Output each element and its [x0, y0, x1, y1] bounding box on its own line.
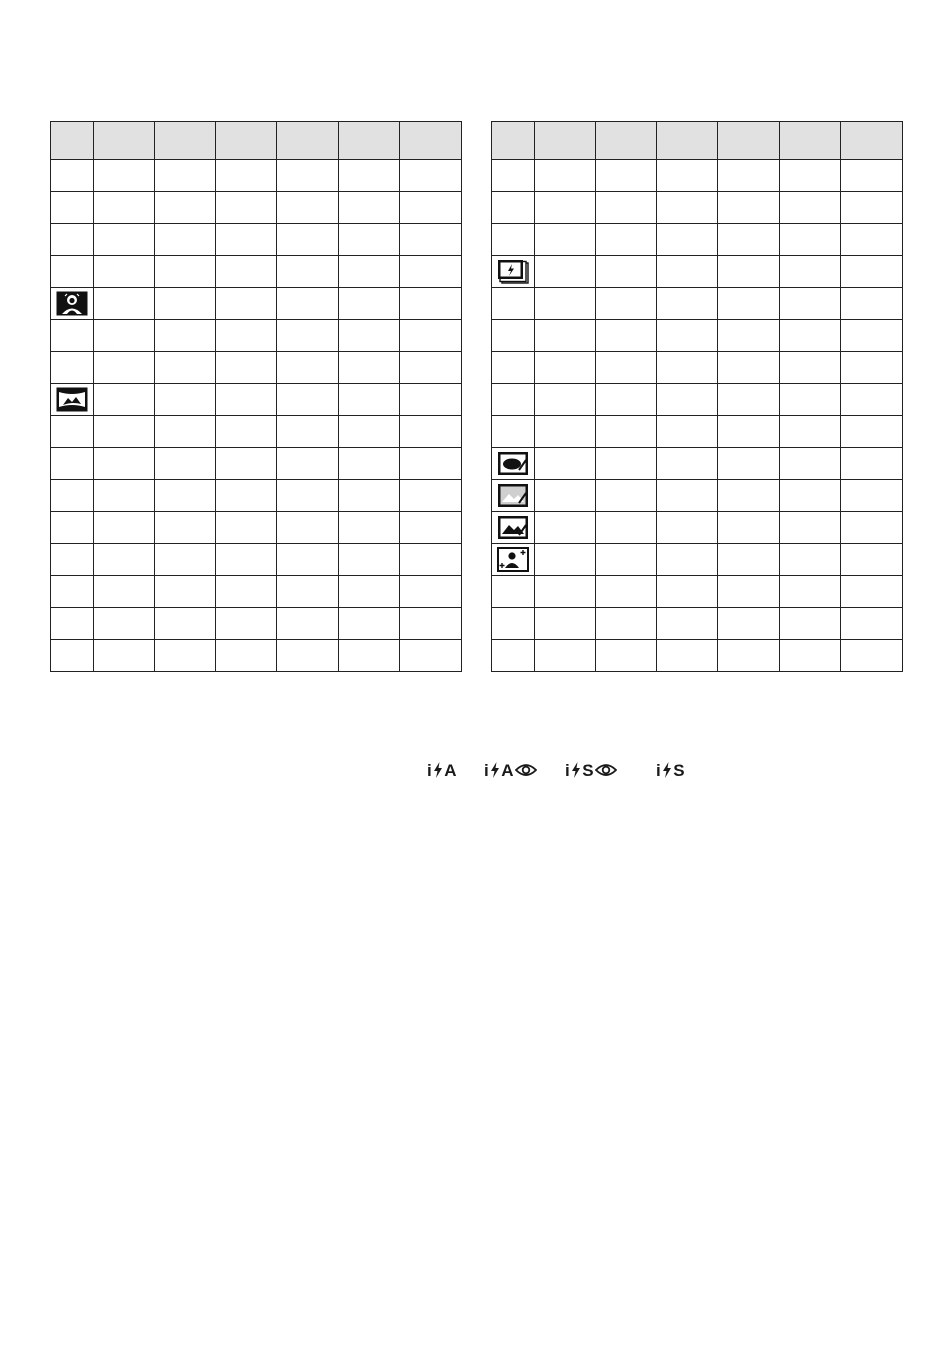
flash-setting-cell: [400, 576, 462, 608]
flash-setting-cell: [216, 480, 277, 512]
flash-setting-cell: [718, 480, 780, 512]
flash-setting-cell: [277, 320, 339, 352]
right-table-row: [492, 480, 903, 512]
flash-setting-cell: [339, 576, 400, 608]
right-table-row: [492, 160, 903, 192]
flash-settings-table-right: [491, 121, 903, 672]
flash-setting-cell: [657, 352, 718, 384]
flash-setting-cell: [596, 384, 657, 416]
flash-setting-cell: [400, 160, 462, 192]
flash-setting-cell: [596, 448, 657, 480]
flash-setting-cell: [155, 192, 216, 224]
flash-setting-cell: [94, 352, 155, 384]
right-table-row: [492, 640, 903, 672]
flash-setting-cell: [596, 224, 657, 256]
left-table-row: [51, 384, 462, 416]
scene-mode-cell: [51, 384, 94, 416]
right-table-row: [492, 608, 903, 640]
scene-mode-cell: [51, 480, 94, 512]
flash-mode-legend: [0, 760, 950, 784]
flash-setting-cell: [94, 256, 155, 288]
scene-mode-cell: [492, 288, 535, 320]
flash-setting-cell: [535, 448, 596, 480]
flash-bolt-icon: [433, 762, 443, 778]
flash-setting-cell: [94, 416, 155, 448]
flash-setting-cell: [718, 608, 780, 640]
flash-setting-cell: [841, 608, 903, 640]
flash-burst-icon: [497, 259, 529, 284]
flash-setting-cell: [780, 160, 841, 192]
flash-setting-cell: [780, 224, 841, 256]
flash-setting-cell: [339, 352, 400, 384]
flash-slow-label: i S: [656, 761, 686, 780]
flash-setting-cell: [339, 320, 400, 352]
flash-setting-cell: [216, 640, 277, 672]
right-table-row: [492, 192, 903, 224]
header-cell: [657, 122, 718, 160]
flash-slow-redeye-label: i S: [565, 760, 617, 782]
flash-setting-cell: [277, 544, 339, 576]
flash-setting-cell: [535, 608, 596, 640]
flash-setting-cell: [277, 512, 339, 544]
flash-setting-cell: [155, 352, 216, 384]
flash-setting-cell: [596, 192, 657, 224]
flash-setting-cell: [841, 192, 903, 224]
flash-setting-cell: [780, 256, 841, 288]
flash-setting-cell: [718, 256, 780, 288]
scene-mode-cell: [492, 192, 535, 224]
flash-setting-cell: [780, 448, 841, 480]
scene-mode-cell: [51, 288, 94, 320]
flash-setting-cell: [339, 448, 400, 480]
flash-setting-cell: [780, 576, 841, 608]
flash-setting-cell: [535, 224, 596, 256]
flash-setting-cell: [718, 320, 780, 352]
right-table-row: [492, 320, 903, 352]
right-table-row: [492, 544, 903, 576]
flash-setting-cell: [216, 416, 277, 448]
flash-setting-cell: [535, 416, 596, 448]
flash-setting-cell: [400, 192, 462, 224]
right-table-row: [492, 352, 903, 384]
flash-setting-cell: [535, 320, 596, 352]
left-table-row: [51, 544, 462, 576]
left-table-row: [51, 288, 462, 320]
flash-setting-cell: [216, 544, 277, 576]
flash-setting-cell: [400, 384, 462, 416]
right-table-row: [492, 416, 903, 448]
low-key-icon: [497, 483, 529, 508]
header-cell: [51, 122, 94, 160]
header-cell: [535, 122, 596, 160]
flash-setting-cell: [718, 352, 780, 384]
flash-setting-cell: [216, 608, 277, 640]
flash-setting-cell: [841, 448, 903, 480]
left-table-row: [51, 480, 462, 512]
flash-setting-cell: [155, 256, 216, 288]
flash-setting-cell: [155, 384, 216, 416]
scene-mode-cell: [51, 320, 94, 352]
flash-setting-cell: [94, 320, 155, 352]
flash-setting-cell: [400, 320, 462, 352]
flash-setting-cell: [780, 288, 841, 320]
flash-auto-redeye-label: i A: [484, 760, 537, 782]
flash-setting-cell: [339, 608, 400, 640]
header-cell: [841, 122, 903, 160]
flash-setting-cell: [216, 576, 277, 608]
flash-setting-cell: [841, 544, 903, 576]
flash-setting-cell: [400, 288, 462, 320]
flash-setting-cell: [400, 480, 462, 512]
scene-mode-cell: [51, 192, 94, 224]
flash-setting-cell: [216, 192, 277, 224]
flash-setting-cell: [718, 384, 780, 416]
flash-setting-cell: [94, 480, 155, 512]
flash-setting-cell: [841, 160, 903, 192]
flash-setting-cell: [780, 384, 841, 416]
flash-setting-cell: [841, 256, 903, 288]
right-table-row: [492, 288, 903, 320]
header-cell: [492, 122, 535, 160]
flash-setting-cell: [718, 224, 780, 256]
scene-mode-cell: [492, 608, 535, 640]
portrait-frame-icon: [497, 547, 529, 572]
flash-setting-cell: [155, 288, 216, 320]
left-table-row: [51, 352, 462, 384]
flash-setting-cell: [400, 544, 462, 576]
flash-setting-cell: [94, 608, 155, 640]
flash-setting-cell: [400, 352, 462, 384]
scene-mode-cell: [492, 544, 535, 576]
header-cell: [596, 122, 657, 160]
flash-setting-cell: [216, 256, 277, 288]
left-table-row: [51, 608, 462, 640]
left-table-row: [51, 448, 462, 480]
flash-setting-cell: [535, 352, 596, 384]
flash-setting-cell: [94, 192, 155, 224]
flash-setting-cell: [535, 192, 596, 224]
flash-setting-cell: [277, 224, 339, 256]
flash-setting-cell: [155, 480, 216, 512]
flash-setting-cell: [400, 224, 462, 256]
red-eye-icon: [515, 763, 537, 777]
flash-setting-cell: [400, 640, 462, 672]
flash-setting-cell: [216, 288, 277, 320]
flash-setting-cell: [155, 544, 216, 576]
scene-mode-cell: [492, 416, 535, 448]
flash-setting-cell: [780, 512, 841, 544]
flash-setting-cell: [596, 640, 657, 672]
header-cell: [339, 122, 400, 160]
scene-mode-cell: [492, 640, 535, 672]
flash-setting-cell: [216, 448, 277, 480]
header-cell: [780, 122, 841, 160]
flash-setting-cell: [94, 640, 155, 672]
flash-setting-cell: [339, 384, 400, 416]
flash-setting-cell: [780, 544, 841, 576]
flash-setting-cell: [596, 256, 657, 288]
high-key-icon: [497, 515, 529, 540]
flash-setting-cell: [339, 544, 400, 576]
flash-setting-cell: [277, 480, 339, 512]
flash-setting-cell: [657, 544, 718, 576]
flash-setting-cell: [780, 192, 841, 224]
flash-setting-cell: [94, 576, 155, 608]
header-cell: [216, 122, 277, 160]
flash-setting-cell: [780, 480, 841, 512]
header-cell: [277, 122, 339, 160]
flash-setting-cell: [657, 448, 718, 480]
flash-setting-cell: [718, 512, 780, 544]
scene-mode-cell: [492, 160, 535, 192]
left-table-row: [51, 256, 462, 288]
flash-setting-cell: [94, 384, 155, 416]
left-table-row: [51, 192, 462, 224]
flash-setting-cell: [841, 288, 903, 320]
flash-setting-cell: [155, 320, 216, 352]
flash-setting-cell: [535, 512, 596, 544]
flash-setting-cell: [535, 384, 596, 416]
flash-setting-cell: [400, 416, 462, 448]
flash-setting-cell: [657, 256, 718, 288]
flash-auto-label: i A: [427, 761, 458, 780]
scene-mode-cell: [51, 224, 94, 256]
flash-setting-cell: [216, 224, 277, 256]
flash-setting-cell: [155, 160, 216, 192]
flash-setting-cell: [841, 224, 903, 256]
scene-mode-cell: [492, 480, 535, 512]
flash-setting-cell: [277, 384, 339, 416]
flash-setting-cell: [718, 192, 780, 224]
flash-setting-cell: [535, 640, 596, 672]
scene-mode-cell: [492, 256, 535, 288]
flash-setting-cell: [277, 288, 339, 320]
flash-setting-cell: [216, 160, 277, 192]
left-table-row: [51, 320, 462, 352]
flash-setting-cell: [94, 224, 155, 256]
flash-setting-cell: [596, 160, 657, 192]
scene-mode-cell: [51, 160, 94, 192]
left-table-row: [51, 576, 462, 608]
flash-setting-cell: [657, 480, 718, 512]
scene-mode-cell: [492, 352, 535, 384]
flash-setting-cell: [155, 224, 216, 256]
flash-setting-cell: [657, 608, 718, 640]
scene-mode-cell: [492, 512, 535, 544]
flash-setting-cell: [596, 608, 657, 640]
flash-setting-cell: [780, 640, 841, 672]
flash-setting-cell: [841, 384, 903, 416]
flash-setting-cell: [657, 384, 718, 416]
header-cell: [400, 122, 462, 160]
flash-setting-cell: [339, 224, 400, 256]
scene-mode-cell: [492, 320, 535, 352]
flash-setting-cell: [155, 608, 216, 640]
flash-setting-cell: [841, 512, 903, 544]
flash-setting-cell: [216, 320, 277, 352]
flash-setting-cell: [657, 160, 718, 192]
flash-setting-cell: [841, 416, 903, 448]
flash-setting-cell: [657, 192, 718, 224]
soft-focus-icon: [497, 451, 529, 476]
flash-setting-cell: [400, 448, 462, 480]
flash-setting-cell: [718, 416, 780, 448]
scene-mode-cell: [51, 544, 94, 576]
flash-setting-cell: [780, 416, 841, 448]
flash-setting-cell: [216, 384, 277, 416]
flash-setting-cell: [596, 544, 657, 576]
flash-setting-cell: [277, 576, 339, 608]
flash-setting-cell: [400, 608, 462, 640]
left-table-row: [51, 160, 462, 192]
scene-mode-cell: [51, 576, 94, 608]
panorama-icon: [56, 387, 88, 412]
flash-bolt-icon: [571, 762, 581, 778]
flash-setting-cell: [535, 288, 596, 320]
flash-setting-cell: [94, 160, 155, 192]
left-table-row: [51, 416, 462, 448]
flash-setting-cell: [339, 416, 400, 448]
scene-mode-cell: [51, 512, 94, 544]
flash-setting-cell: [718, 544, 780, 576]
flash-setting-cell: [339, 640, 400, 672]
flash-setting-cell: [718, 576, 780, 608]
flash-setting-cell: [657, 640, 718, 672]
flash-setting-cell: [339, 160, 400, 192]
flash-setting-cell: [339, 192, 400, 224]
left-table-row: [51, 224, 462, 256]
flash-setting-cell: [657, 512, 718, 544]
flash-settings-table-left: [50, 121, 462, 672]
flash-setting-cell: [596, 512, 657, 544]
flash-setting-cell: [841, 640, 903, 672]
flash-setting-cell: [277, 160, 339, 192]
flash-setting-cell: [718, 640, 780, 672]
scene-mode-cell: [51, 608, 94, 640]
flash-setting-cell: [277, 448, 339, 480]
flash-setting-cell: [94, 512, 155, 544]
left-table-row: [51, 512, 462, 544]
flash-setting-cell: [841, 320, 903, 352]
flash-setting-cell: [596, 320, 657, 352]
flash-setting-cell: [277, 352, 339, 384]
flash-setting-cell: [596, 352, 657, 384]
flash-setting-cell: [535, 256, 596, 288]
flash-setting-cell: [657, 288, 718, 320]
flash-setting-cell: [657, 320, 718, 352]
scene-mode-cell: [51, 416, 94, 448]
flash-setting-cell: [339, 480, 400, 512]
right-table-row: [492, 576, 903, 608]
scene-mode-cell: [492, 576, 535, 608]
flash-setting-cell: [718, 288, 780, 320]
flash-setting-cell: [277, 416, 339, 448]
right-table-row: [492, 384, 903, 416]
flash-setting-cell: [94, 544, 155, 576]
flash-setting-cell: [277, 608, 339, 640]
flash-setting-cell: [339, 256, 400, 288]
night-portrait-icon: [56, 291, 88, 316]
header-cell: [94, 122, 155, 160]
flash-setting-cell: [535, 480, 596, 512]
flash-setting-cell: [596, 288, 657, 320]
flash-setting-cell: [780, 320, 841, 352]
flash-setting-cell: [657, 224, 718, 256]
header-cell: [718, 122, 780, 160]
right-table-row: [492, 448, 903, 480]
flash-setting-cell: [841, 352, 903, 384]
flash-setting-cell: [718, 448, 780, 480]
right-table-row: [492, 224, 903, 256]
flash-setting-cell: [596, 480, 657, 512]
flash-setting-cell: [657, 576, 718, 608]
right-table-row: [492, 512, 903, 544]
scene-mode-cell: [51, 256, 94, 288]
flash-setting-cell: [339, 288, 400, 320]
flash-setting-cell: [841, 480, 903, 512]
flash-bolt-icon: [490, 762, 500, 778]
flash-setting-cell: [277, 192, 339, 224]
header-cell: [155, 122, 216, 160]
red-eye-icon: [595, 763, 617, 777]
flash-setting-cell: [277, 256, 339, 288]
scene-mode-cell: [51, 640, 94, 672]
flash-setting-cell: [277, 640, 339, 672]
scene-mode-cell: [51, 352, 94, 384]
flash-setting-cell: [718, 160, 780, 192]
scene-mode-cell: [492, 384, 535, 416]
flash-setting-cell: [841, 576, 903, 608]
flash-setting-cell: [400, 256, 462, 288]
scene-mode-cell: [492, 224, 535, 256]
flash-setting-cell: [155, 640, 216, 672]
scene-mode-cell: [51, 448, 94, 480]
right-table-header-row: [492, 122, 903, 160]
flash-setting-cell: [596, 416, 657, 448]
flash-setting-cell: [339, 512, 400, 544]
flash-setting-cell: [535, 576, 596, 608]
flash-setting-cell: [780, 352, 841, 384]
flash-setting-cell: [216, 352, 277, 384]
flash-setting-cell: [155, 448, 216, 480]
flash-setting-cell: [535, 544, 596, 576]
flash-setting-cell: [400, 512, 462, 544]
flash-setting-cell: [155, 576, 216, 608]
flash-setting-cell: [94, 448, 155, 480]
flash-setting-cell: [657, 416, 718, 448]
flash-setting-cell: [155, 416, 216, 448]
left-table-row: [51, 640, 462, 672]
flash-setting-cell: [535, 160, 596, 192]
flash-bolt-icon: [662, 762, 672, 778]
flash-setting-cell: [216, 512, 277, 544]
left-table-header-row: [51, 122, 462, 160]
flash-setting-cell: [155, 512, 216, 544]
flash-setting-cell: [596, 576, 657, 608]
flash-setting-cell: [94, 288, 155, 320]
right-table-row: [492, 256, 903, 288]
scene-mode-cell: [492, 448, 535, 480]
flash-setting-cell: [780, 608, 841, 640]
